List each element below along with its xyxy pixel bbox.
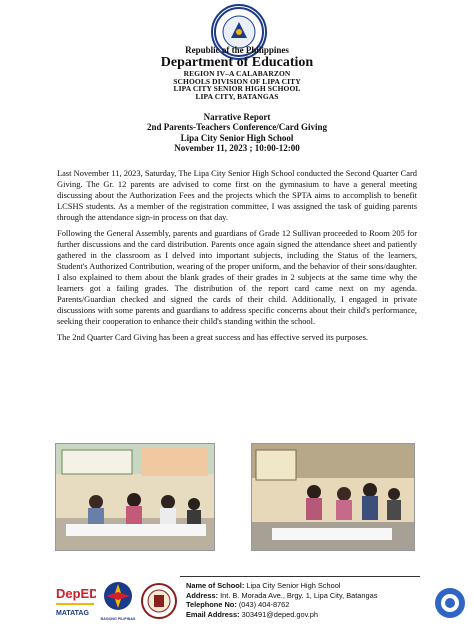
school-name-label: Name of School: — [186, 581, 245, 590]
school-heading: LIPA CITY SENIOR HIGH SCHOOL — [173, 84, 301, 93]
bagong-pilipinas-wordmark: BAGONG PILIPINAS — [100, 617, 136, 621]
footer-divider — [180, 576, 420, 577]
school-seal-logo — [140, 582, 178, 620]
deped-wordmark: DepED — [56, 586, 96, 601]
title-line-1: Narrative Report — [203, 112, 271, 122]
telephone-row — [186, 600, 377, 610]
letterhead — [0, 46, 474, 100]
report-title — [0, 112, 474, 153]
address-label: Address: — [186, 590, 219, 600]
classroom-photo-left — [55, 443, 215, 551]
title-line-3: Lipa City Senior High School — [180, 132, 294, 143]
deped-matatag-logo — [54, 582, 96, 622]
school-name-row — [186, 581, 377, 591]
school-contact-info — [186, 581, 377, 620]
footer — [0, 576, 474, 632]
bagong-pilipinas-logo — [100, 580, 136, 624]
report-body — [57, 168, 417, 349]
location-heading: LIPA CITY, BATANGAS — [195, 91, 279, 101]
division-heading: SCHOOLS DIVISION OF LIPA CITY — [173, 76, 301, 86]
school-name-value: Lipa City Senior High School — [246, 581, 341, 590]
republic-heading: Republic of the Philippines — [185, 45, 289, 55]
title-line-4: November 11, 2023 ; 10:00-12:00 — [174, 143, 300, 154]
address-value: Int. B. Morada Ave., Brgy. 1, Lipa City, Batangas — [220, 590, 378, 600]
photo-gallery — [55, 443, 420, 551]
paragraph-2: Following the General Assembly, parents and guardians of Grade 12 Sullivan proceeded to Room 205 for further discussions and the card distribution. Parents once again signed the attendance sheet and patiently gathered in the classroom as I delved into important subjects, including the Status of the learners, Student's Authorized Contribution, wearing of the proper uniform, and the behavior of their sons/daughter. I also explained to them about the blank grades of their grades in 2 subjects at the same time why the learners got a failing grades. The distribution of the report card came next on my agenda. Parents/Guardian checked and signed the cards of their child. Additionally, I engaged in private discussions with some parents and guardians to address specific concerns about their child's performance, seeking their cooperation to enhance their child's standing within the school. — [57, 228, 417, 326]
telephone-label: Telephone No: — [186, 600, 237, 610]
region-heading: REGION IV–A CALABARZON — [183, 69, 291, 78]
paragraph-3: The 2nd Quarter Card Giving has been a great success and has effective served its purposes. — [57, 332, 368, 343]
paragraph-1: Last November 11, 2023, Saturday, The Lipa City Senior High School conducted the Second Quarter Card Giving. The Gr. 12 parents are advised to come first on the gymnasium to have a general meeting discussing about the Authorization Fees and the projects which the SPTA aims to accomplish to benefit LCSHS students. As a member of the registration committee, I was assigned the task of guiding parents through the attendance sign-in process on that day. — [57, 168, 417, 222]
title-line-2: 2nd Parents-Teachers Conference/Card Giving — [146, 122, 328, 133]
iso-certification-logo — [432, 586, 468, 620]
address-row — [186, 591, 377, 601]
department-heading: Department of Education — [160, 55, 314, 70]
classroom-photo-right — [251, 443, 415, 551]
email-label: Email Address: — [186, 609, 240, 619]
telephone-value: (043) 404-8762 — [238, 600, 290, 610]
email-value: 303491@deped.gov.ph — [241, 609, 319, 619]
email-row — [186, 610, 377, 620]
matatag-wordmark: MATATAG — [56, 610, 89, 617]
